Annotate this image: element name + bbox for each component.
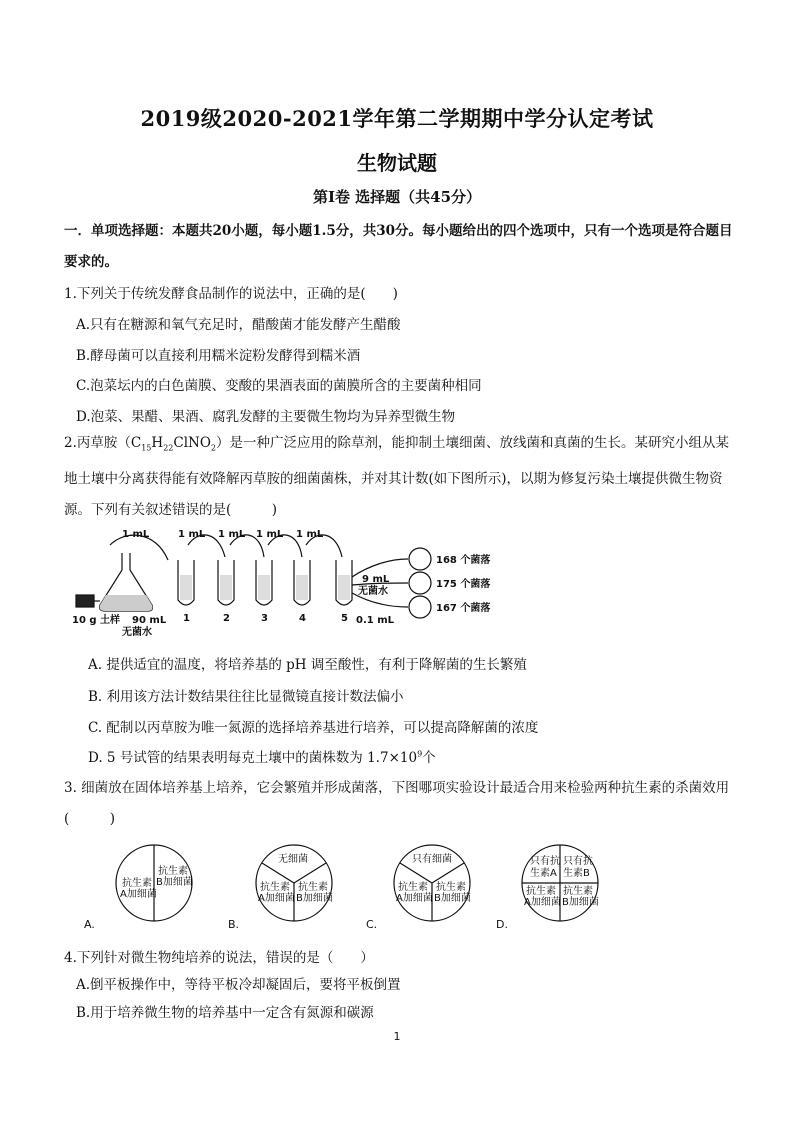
plate-d-label-5: 抗生素 [526,886,556,897]
colony-count-1: 168 个菌落 [436,555,491,566]
question-2-option-a: A. 提供适宜的温度，将培养基的 pH 调至酸性，有利于降解菌的生长繁殖 [88,657,527,673]
plate-b-label-1: 无细菌 [278,854,308,865]
water-label-water: 无菌水 [358,586,388,597]
dilution-diagram [70,525,540,640]
transfer-label-1: 1 mL [122,529,150,540]
flask-label-volume: 90 mL [132,615,167,626]
tube-number-2: 2 [223,613,230,624]
plate-c-letter: C. [366,918,378,931]
colony-count-2: 175 个菌落 [436,579,491,590]
tube-number-4: 4 [299,613,306,624]
plate-d-label-3: 只有抗 [563,856,593,867]
flask-label-water: 无菌水 [122,627,152,638]
transfer-label-2: 1 mL [178,529,206,540]
plate-b-label-4: 抗生素 [298,882,328,893]
plating-volume-label: 0.1 mL [356,615,394,626]
question-4-stem: 4.下列针对微生物纯培养的说法，错误的是（ ） [64,950,374,966]
plate-d-label-6: A加细菌 [524,897,561,908]
tube-number-1: 1 [183,613,190,624]
question-2-option-d: D. 5 号试管的结果表明每克土壤中的菌株数为 $1.7\times 10^9$个 [88,749,436,766]
question-2-option-c: C. 配制以丙草胺为唯一氮源的选择培养基进行培养，可以提高降解菌的浓度 [88,720,539,736]
plate-b-label-5: B加细菌 [296,893,333,904]
question-1-option-d: D.泡菜、果醋、果酒、腐乳发酵的主要微生物均为异养型微生物 [76,409,456,425]
plate-b-letter: B. [228,918,240,931]
plate-d-label-2: 生素A [530,868,557,879]
plate-1 [409,548,431,570]
question-1-stem: 1.下列关于传统发酵食品制作的说法中，正确的是( ) [64,286,398,302]
section-heading: 第Ⅰ卷 选择题（共45分） [312,188,482,206]
plate-c-label-1: 只有细菌 [412,854,452,865]
plate-a-label-3: 抗生素 [158,866,188,877]
soil-label: 10 g 土样 [72,615,121,626]
petri-plates-figure [84,838,624,934]
question-4-option-a: A.倒平板操作中，等待平板冷却凝固后，要将平板倒置 [76,977,401,993]
soil-container [76,595,94,607]
plate-b-label-2: 抗生素 [260,882,290,893]
plate-d-label-1: 只有抗 [530,856,560,867]
plate-a-label-4: B加细菌 [156,877,193,888]
plate-c-label-4: 抗生素 [436,882,466,893]
plate-2 [409,572,431,594]
exam-subtitle: 生物试题 [357,151,437,175]
question-2-stem: 2.丙草胺$(C_{15}H_{22}ClNO_2)$是一种广泛应用的除草剂，能抑制土壤细菌、放线菌和真菌的生长。某研究小组从某地土壤中分离获得能有效降解丙草胺的细菌菌株，并对其计数(如下图所示)，以期为修复污染土壤提供微生物资源。下列有关叙述错误的是( ) [64,435,729,518]
tube-number-3: 3 [261,613,268,624]
plate-d-label-8: B加细菌 [562,897,599,908]
plate-c-label-5: B加细菌 [434,893,471,904]
water-label-volume: 9 mL [362,574,390,585]
plate-c-label-2: 抗生素 [398,882,428,893]
exam-title: 2019级2020-2021学年第二学期期中学分认定考试 [140,106,654,131]
plate-d-letter: D. [496,918,508,931]
instructions: 一．单项选择题：本题共20小题，每小题1.5分，共30分。每小题给出的四个选项中，只有一个选项是符合题目要求的。 [64,223,733,270]
question-1-option-b: B.酵母菌可以直接利用糯米淀粉发酵得到糯米酒 [76,348,361,364]
plate-a-label-1: 抗生素 [122,878,152,889]
transfer-label-4: 1 mL [256,529,284,540]
colony-count-3: 167 个菌落 [436,603,491,614]
plate-b-label-3: A加细菌 [258,893,295,904]
plate-3 [409,596,431,618]
plate-c-label-3: A加细菌 [396,893,433,904]
plate-a-letter: A. [84,918,95,931]
question-1-option-c: C.泡菜坛内的白色菌膜、变酸的果酒表面的菌膜所含的主要菌种相同 [76,378,482,394]
transfer-label-3: 1 mL [218,529,246,540]
plate-d-label-7: 抗生素 [563,886,593,897]
question-2-option-b: B. 利用该方法计数结果往往比显微镜直接计数法偏小 [88,689,404,705]
question-1-option-a: A.只有在糖源和氧气充足时，醋酸菌才能发酵产生醋酸 [76,317,401,333]
plate-a-label-2: A加细菌 [120,889,157,900]
page-number: 1 [393,1030,401,1043]
plate-d-label-4: 生素B [563,868,590,879]
question-3-stem: 3. 细菌放在固体培养基上培养，它会繁殖并形成菌落，下图哪项实验设计最适合用来检验两种抗生素的杀菌效用( ) [64,780,730,827]
question-4-option-b: B.用于培养微生物的培养基中一定含有氮源和碳源 [76,1005,374,1021]
transfer-label-5: 1 mL [296,529,324,540]
tube-number-5: 5 [341,613,348,624]
